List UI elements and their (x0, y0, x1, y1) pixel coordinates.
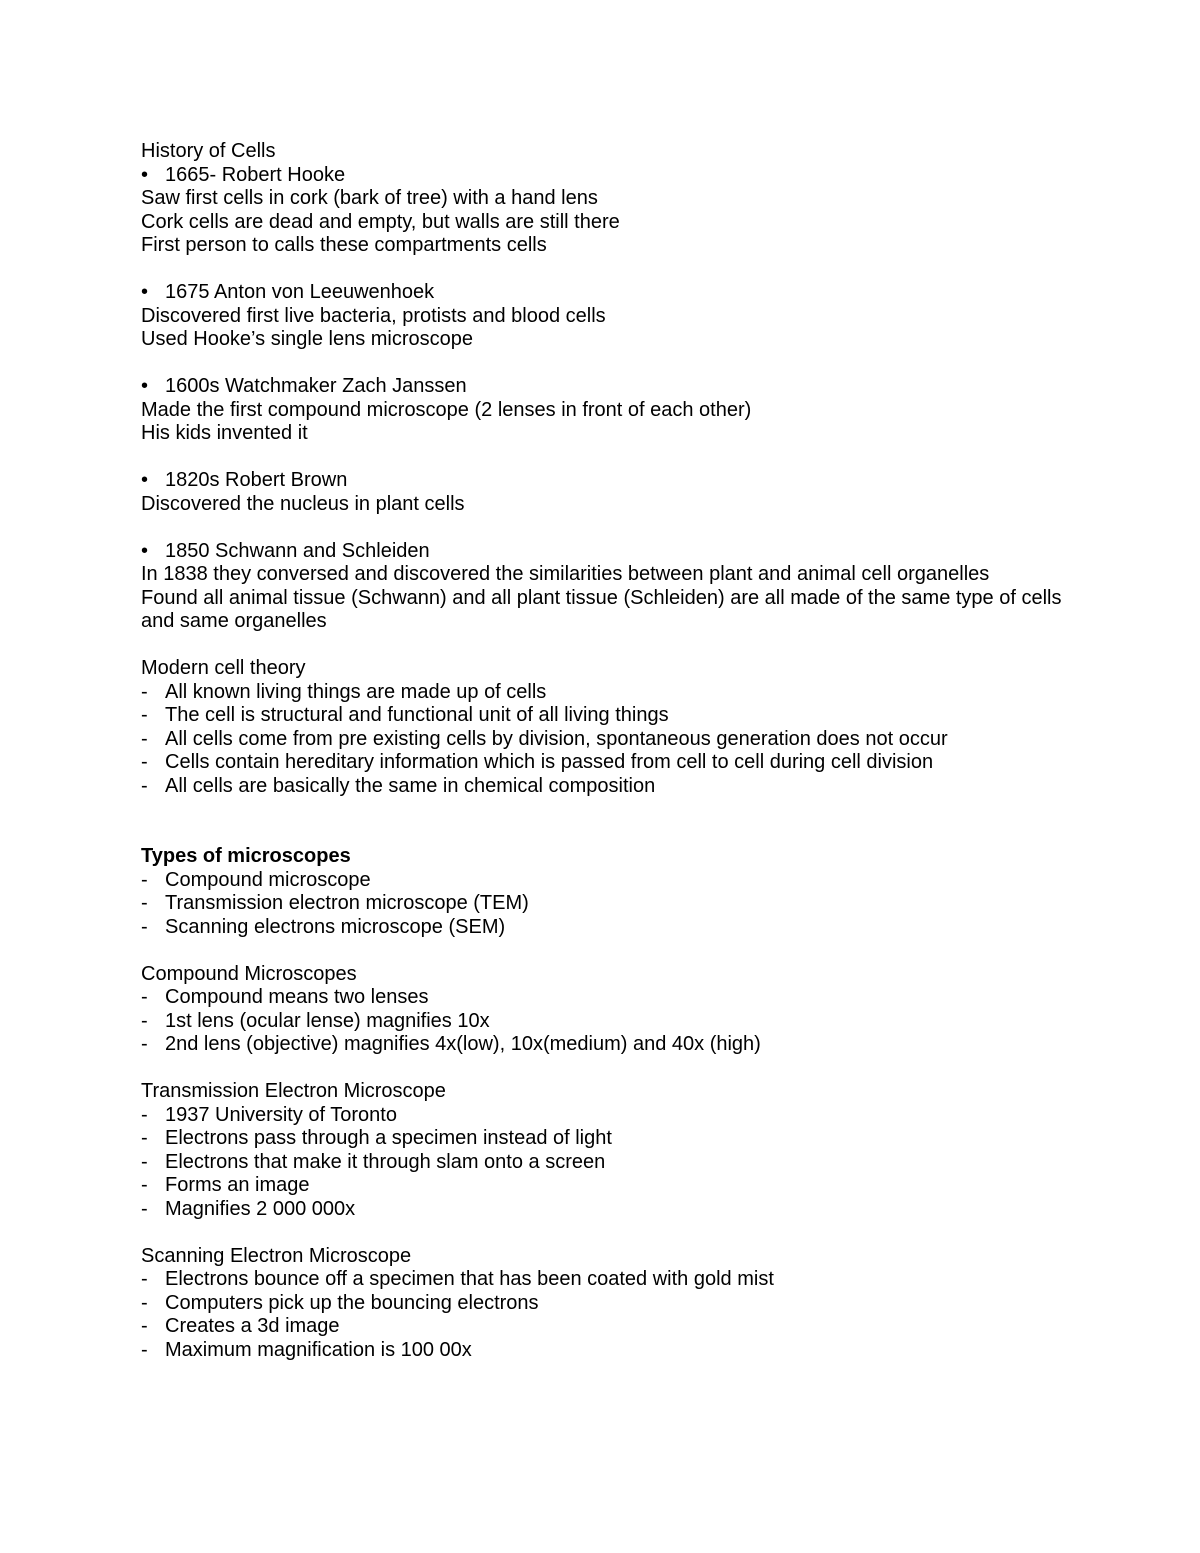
history-line: Discovered the nucleus in plant cells (141, 492, 465, 515)
list-item (141, 1292, 1076, 1316)
list-item-text: 1937 University of Toronto (165, 1103, 397, 1126)
history-heading (141, 375, 1076, 399)
bullet-marker: • (141, 163, 149, 186)
dash-marker: - (141, 774, 148, 797)
history-line: Found all animal tissue (Schwann) and all plant tissue (Schleiden) are all made of the same type of cells and same organelles (141, 586, 1068, 632)
history-heading-text: 1665- Robert Hooke (165, 163, 346, 186)
dash-marker: - (141, 751, 148, 773)
history-entry (141, 469, 1076, 516)
list-item-text: Electrons that make it through slam onto a screen (165, 1150, 606, 1173)
section-heading: Compound Microscopes (141, 962, 357, 985)
dash-marker: - (141, 1197, 148, 1220)
list-item (141, 728, 1076, 752)
dash-marker: - (141, 727, 148, 750)
list-item (141, 1033, 1076, 1057)
document-page (141, 140, 1076, 1362)
history-heading (141, 540, 1076, 564)
types-of-microscopes-section (141, 845, 1076, 939)
dash-marker: - (141, 892, 148, 914)
dash-marker: - (141, 1268, 148, 1290)
list-item-text: Maximum magnification is 100 00x (165, 1338, 472, 1361)
list-item (141, 1315, 1076, 1339)
list-item (141, 751, 1076, 775)
list-item (141, 1151, 1076, 1175)
dash-list (141, 869, 1076, 940)
list-item-text: Compound means two lenses (165, 986, 429, 1008)
list-item (141, 869, 1076, 893)
list-item-text: All cells are basically the same in chemical composition (165, 774, 656, 797)
list-item (141, 1174, 1076, 1198)
dash-marker: - (141, 1009, 148, 1032)
dash-list (141, 986, 1076, 1057)
history-heading (141, 469, 1076, 493)
list-item-text: Creates a 3d image (165, 1315, 340, 1337)
bullet-marker: • (141, 281, 149, 303)
dash-marker: - (141, 1127, 148, 1149)
history-line: Used Hooke’s single lens microscope (141, 328, 474, 350)
history-entry (141, 540, 1076, 634)
dash-list (141, 681, 1076, 799)
section-heading: Scanning Electron Microscope (141, 1244, 412, 1267)
dash-marker: - (141, 1174, 148, 1196)
section-heading: Transmission Electron Microscope (141, 1080, 446, 1102)
history-line: Discovered first live bacteria, protists and blood cells (141, 304, 606, 327)
list-item-text: Computers pick up the bouncing electrons (165, 1291, 539, 1314)
list-item-text: All known living things are made up of cells (165, 680, 547, 703)
dash-marker: - (141, 1103, 148, 1126)
history-line: His kids invented it (141, 422, 308, 444)
history-heading-text: 1675 Anton von Leeuwenhoek (165, 281, 435, 303)
list-item (141, 1339, 1076, 1363)
history-line: In 1838 they conversed and discovered the similarities between plant and animal cell organelles (141, 563, 990, 585)
list-item (141, 704, 1076, 728)
modern-cell-theory-section (141, 657, 1076, 798)
history-entry (141, 281, 1076, 352)
history-entry (141, 375, 1076, 446)
tem-section (141, 1080, 1076, 1221)
list-item-text: All cells come from pre existing cells by division, spontaneous generation does not occur (165, 727, 948, 750)
history-entry (141, 164, 1076, 258)
list-item-text: The cell is structural and functional unit of all living things (165, 704, 669, 726)
list-item-text: Forms an image (165, 1174, 310, 1196)
dash-marker: - (141, 986, 148, 1008)
list-item-text: 2nd lens (objective) magnifies 4x(low), 10x(medium) and 40x (high) (165, 1033, 761, 1055)
list-item-text: Electrons bounce off a specimen that has been coated with gold mist (165, 1268, 774, 1290)
list-item-text: Cells contain hereditary information which is passed from cell to cell during cell division (165, 751, 934, 773)
list-item-text: Transmission electron microscope (TEM) (165, 892, 529, 914)
dash-marker: - (141, 1150, 148, 1173)
dash-marker: - (141, 680, 148, 703)
compound-microscopes-section (141, 963, 1076, 1057)
list-item-text: Compound microscope (165, 868, 371, 891)
dash-list (141, 1104, 1076, 1222)
dash-marker: - (141, 1338, 148, 1361)
dash-marker: - (141, 868, 148, 891)
history-heading (141, 281, 1076, 305)
list-item (141, 1268, 1076, 1292)
history-line: Saw first cells in cork (bark of tree) with a hand lens (141, 187, 598, 209)
list-item-text: 1st lens (ocular lense) magnifies 10x (165, 1009, 490, 1032)
dash-marker: - (141, 704, 148, 726)
dash-marker: - (141, 1315, 148, 1337)
dash-marker: - (141, 1033, 148, 1055)
history-line: Made the first compound microscope (2 lenses in front of each other) (141, 398, 752, 421)
sem-section (141, 1245, 1076, 1363)
list-item (141, 775, 1076, 799)
list-item (141, 892, 1076, 916)
list-item (141, 681, 1076, 705)
list-item-text: Electrons pass through a specimen instead of light (165, 1127, 612, 1149)
dash-marker: - (141, 1291, 148, 1314)
list-item (141, 1104, 1076, 1128)
section-heading: Types of microscopes (141, 845, 351, 867)
history-line: First person to calls these compartments cells (141, 234, 547, 256)
history-line: Cork cells are dead and empty, but walls are still there (141, 210, 620, 233)
bullet-marker: • (141, 539, 149, 562)
list-item (141, 1127, 1076, 1151)
section-heading: Modern cell theory (141, 657, 306, 679)
list-item (141, 916, 1076, 940)
document-title: History of Cells (141, 140, 276, 162)
list-item (141, 1010, 1076, 1034)
dash-marker: - (141, 915, 148, 938)
history-heading-text: 1600s Watchmaker Zach Janssen (165, 375, 467, 397)
list-item (141, 1198, 1076, 1222)
list-item (141, 986, 1076, 1010)
history-heading (141, 164, 1076, 188)
list-item-text: Magnifies 2 000 000x (165, 1197, 356, 1220)
history-heading-text: 1850 Schwann and Schleiden (165, 539, 430, 562)
dash-list (141, 1268, 1076, 1362)
bullet-marker: • (141, 469, 149, 491)
list-item-text: Scanning electrons microscope (SEM) (165, 915, 506, 938)
history-heading-text: 1820s Robert Brown (165, 469, 348, 491)
bullet-marker: • (141, 375, 149, 397)
